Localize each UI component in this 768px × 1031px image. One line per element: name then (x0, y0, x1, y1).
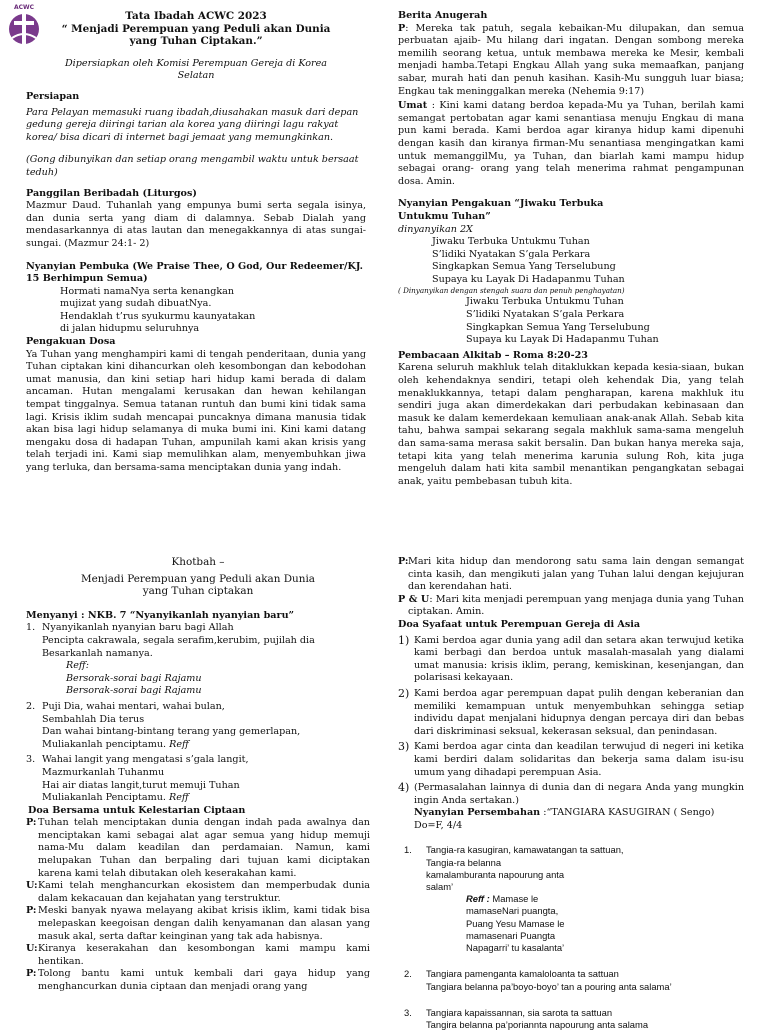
prepared-by-1: Dipersiapkan oleh Komisi Perempuan Gereja di Korea (64, 57, 328, 69)
verse-line: Tangira belanna pa’poriannta napourung anta salama (426, 1018, 649, 1030)
song-verse (26, 622, 370, 660)
verse-line: Pencipta cakrawala, segala serafim,kerubim, pujilah dia (42, 634, 315, 646)
persiapan-note: (Gong dibunyikan dan setiap orang mengambil waktu untuk bersaat teduh) (26, 154, 359, 178)
persiapan-heading: Persiapan (26, 90, 80, 102)
verse-line: Tangiara pamenganta kamaloloanta ta sattuan (426, 968, 619, 980)
doa-bersama-item (26, 943, 370, 968)
verse-line: Tangia-ra kasugiran, kamawatangan ta sattuan, (426, 844, 624, 856)
column-top-left (26, 10, 366, 475)
column-bottom-right (398, 556, 744, 1031)
reff-line: mamaseNari puangta, (466, 905, 559, 917)
verse-number: 1. (26, 622, 36, 634)
offering-verse (398, 968, 744, 992)
speaker-text: Tuhan telah menciptakan dunia dengan indah pada awalnya dan menciptakan kami sebagai alat agar semua yang hidup memuji nama-Mu dalam keadilan dan perdamaian. Namun, kami melupakan Tuhan dan berpaling dari tujuan kami diciptakan karena kami telah dibutakan oleh keserakahan kami. (38, 817, 370, 879)
speaker-label: U: (26, 943, 38, 955)
reff-line: mamasenari Puangta (466, 929, 556, 941)
verse-number: 2. (26, 700, 36, 712)
verse-line: kamalamburanta napourung anta (426, 868, 565, 880)
speaker-text: Kami telah menghancurkan ekosistem dan memperbudak dunia dalam kekacauan dan kejahatan yang terstruktur. (38, 880, 370, 904)
nyanyian-pembuka-line: Hormati namaNya serta kenangkan (60, 285, 235, 297)
nyanyian-pembuka-line: mujizat yang sudah dibuatNya. (60, 298, 212, 310)
offering-reff (398, 893, 744, 954)
nyanyian-pembuka-line: Hendaklah t’rus syukurmu kaunyatakan (60, 310, 256, 322)
intercession-item (398, 741, 744, 779)
berita-anugerah-heading: Berita Anugerah (398, 10, 488, 21)
verse-line: Hai air diatas langit,turut memuji Tuhan (42, 779, 240, 791)
persiapan-text: Para Pelayan memasuki ruang ibadah,diusahakan masuk dari depan gedung gereja diiringi tarian ala korea yang diiringi lagu rakyat korea/ bisa dicari di internet bagi jemaat yang memungkinkan. (26, 106, 359, 143)
theme-line-1: “ Menjadi Perempuan yang Peduli akan Dunia (61, 22, 331, 35)
speaker-label: P: (26, 905, 37, 917)
speaker-label: P (398, 22, 406, 34)
reff-line: Bersorak-sorai bagi Rajamu (66, 672, 202, 684)
speaker-label: U: (26, 880, 38, 892)
reff-line: Mamase le (489, 893, 539, 905)
nyanyian-pengakuan-line: Jiwaku Terbuka Untukmu Tuhan (466, 296, 624, 308)
persembahan-title: Nyanyian Persembahan (414, 807, 541, 819)
verse-line: salam’ (426, 881, 454, 893)
speaker-text: : Mari kita menjadi perempuan yang menjaga dunia yang Tuhan ciptakan. Amin. (408, 593, 744, 618)
verse-line: Besarkanlah namanya. (42, 647, 153, 659)
persembahan-subtitle: :“TANGIARA KASUGIRAN ( Sengo) Do=F, 4/4 (414, 807, 715, 831)
menyanyi-heading: Menyanyi : NKB. 7 “Nyanyikanlah nyanyian baru” (26, 609, 295, 621)
item-text: Kami berdoa agar dunia yang adil dan setara akan terwujud ketika kami berbagi dan berdoa untuk masalah-masalah yang dialami umat manusia: krisis iklim, perang, kemiskinan, kesenjangan, dan polarisasi kekayaan. (414, 634, 744, 684)
offering-verse (398, 1007, 744, 1031)
reff-marker: Reff (169, 792, 189, 804)
khotbah-title: Khotbah – (171, 556, 225, 568)
persembahan-heading (398, 807, 744, 832)
nyanyian-pengakuan-note-2: ( Dinyanyikan dengan stengah suara dan penuh penghayatan) (398, 286, 625, 296)
verse-line: Mazmurkanlah Tuhanmu (42, 766, 165, 778)
item-number: 2) (398, 686, 410, 700)
verse-number: 3. (26, 754, 36, 766)
theme-line-2: yang Tuhan Ciptakan.” (129, 35, 263, 48)
verse-number: 2. (404, 968, 412, 980)
item-text: Kami berdoa agar cinta dan keadilan terwujud di negeri ini ketika kami berdiri dalam solidaritas dan bekerja sama dalam isu-isu umum yang dihadapi perempuan Asia. (414, 741, 744, 778)
reff-line: Bersorak-sorai bagi Rajamu (66, 685, 202, 697)
speaker-text: Meski banyak nyawa melayang akibat krisis iklim, kami tidak bisa melepaskan keegoisan dengan dalih kenyamanan dan alasan yang masuk akal, serta daftar keinginan yang tak ada habisnya. (38, 905, 370, 942)
item-text: (Permasalahan lainnya di dunia dan di negara Anda yang mungkin ingin Anda sertakan.) (414, 782, 744, 806)
khotbah-theme-1: Menjadi Perempuan yang Peduli akan Dunia (81, 572, 315, 585)
khotbah-theme-2: yang Tuhan ciptakan (142, 585, 254, 598)
intercession-item (398, 635, 744, 685)
panggilan-heading: Panggilan Beribadah (Liturgos) (26, 187, 197, 199)
nyanyian-pengakuan-line: Supaya ku Layak Di Hadapanmu Tuhan (432, 273, 625, 285)
speaker-label: P: (26, 817, 37, 829)
speaker-text: Tolong bantu kami untuk kembali dari gaya hidup yang menghancurkan dunia ciptaan dan menjadi orang yang (38, 968, 370, 992)
intercession-item (398, 688, 744, 738)
nyanyian-pengakuan-line: S’lidiki Nyatakan S’gala Perkara (466, 309, 625, 321)
item-text: Kami berdoa agar perempuan dapat pulih dengan keberanian dan memiliki kemampuan untuk menyembuhkan sehingga setiap individu dapat menjalani hidupnya dengan percaya diri dan bebas dari diskriminasi seksual, kekerasan seksual, dan penindasan. (414, 687, 744, 737)
verse-line: Tangiara kapaissannan, sia sarota ta sattuan (426, 1006, 613, 1018)
item-number: 4) (398, 781, 410, 795)
verse-line: Muliakanlah Penciptamu. (42, 792, 166, 804)
nyanyian-pengakuan-line: Jiwaku Terbuka Untukmu Tuhan (432, 236, 590, 248)
speaker-text: : Mereka tak patuh, segala kebaikan-Mu dilupakan, dan semua perbuatan ajaib- Mu hilang dari ingatan. Dengan sombong mereka memilih seorang ketua, untuk membawa mereka ke Mesir, kembali menjadi hamba.Tetapi Engkau Allah yang suka memaafkan, panjang sabar, murah hati dan penuh kasihan. Kasih-Mu sungguh luar biasa; Engkau tak meninggalkan mereka (Nehemia 9:17) (398, 22, 744, 97)
verse-line: Dan wahai bintang-bintang terang yang gemerlapan, (42, 726, 301, 738)
doa-bersama-heading: Doa Bersama untuk Kelestarian Ciptaan (28, 804, 246, 816)
nyanyian-pengakuan-line: Singkapkan Semua Yang Terselubung (432, 261, 616, 273)
item-number: 1) (398, 633, 410, 647)
nyanyian-pengakuan-heading-2: Untukmu Tuhan” (398, 210, 491, 222)
order-title: Tata Ibadah ACWC 2023 (125, 10, 267, 22)
nyanyian-pengakuan-note: dinyanyikan 2X (398, 223, 473, 235)
speaker-label: Umat (398, 100, 428, 112)
berita-anugerah-pemimpin (398, 23, 744, 99)
prepared-by-2: Selatan (177, 70, 215, 82)
pembacaan-text: Karena seluruh makhluk telah ditaklukkan kepada kesia-siaan, bukan oleh kehendaknya sendiri, tetapi oleh kehendak Dia, yang telah menaklukkannya, tetapi dalam pengharapan, karena makhluk itu sendiri juga akan dimerdekakan dari perbudakan kebinasaan dan masuk ke dalam kemerdekaan kemuliaan anak-anak Allah. Sebab kita tahu, bahwa sampai sekarang segala makhluk sama-sama mengeluh dan sama-sama merasa sakit bersalin. Dan bukan hanya mereka saja, tetapi kita yang telah menerima karunia sulung Roh, kita juga mengeluh dalam hati kita sambil menantikan pengangkatan sebagai anak, yaitu pembebasan tubuh kita. (398, 362, 744, 487)
column-bottom-left (26, 556, 370, 994)
column-top-right (398, 10, 744, 488)
pengakuan-dosa-text: Ya Tuhan yang menghampiri kami di tengah penderitaan, dunia yang Tuhan ciptakan kini dihancurkan oleh kesombongan dan kebodohan umat manusia, dan kini setiap hari hidup kami berada di dalam ancaman. Hutan mengalami kerusakan dan hewan kehilangan tempat tinggalnya. Semua tatanan runtuh dan bumi kini tidak sama lagi. Krisis iklim sudah mencapai puncaknya dimana manusia tidak akan bisa lagi hidup selamanya di muka bumi ini. Kini kami datang mengaku dosa di hadapan Tuhan, ampunilah kami akan krisis yang telah terjadi ini. Kami siap memulihkan alam, menyembuhkan jiwa yang terluka, dan bersama-sama menciptakan dunia yang indah. (26, 348, 366, 473)
nyanyian-pembuka-line: di jalan hidupmu seluruhnya (60, 323, 200, 335)
reff-line: Puang Yesu Mamase le (466, 917, 565, 929)
speaker-label: P & U (398, 593, 430, 605)
doa-bersama-item (26, 817, 370, 880)
doa-bersama-item (26, 905, 370, 943)
logo-text: ACWC (13, 4, 35, 11)
reff-label: Reff : (466, 893, 490, 905)
verse-number: 3. (404, 1006, 412, 1018)
doa-syafaat-heading: Doa Syafaat untuk Perempuan Gereja di Asia (398, 618, 641, 630)
reff-label: Reff: (66, 660, 89, 672)
reff-marker: Reff (169, 738, 189, 750)
nyanyian-pembuka-heading: Nyanyian Pembuka (We Praise Thee, O God, Our Redeemer/KJ. 15 Berhimpun Semua) (26, 260, 364, 285)
speaker-label: P: (398, 556, 409, 567)
responsive-line (398, 594, 744, 619)
responsive-line (398, 556, 744, 594)
speaker-text: Mari kita hidup dan mendorong satu sama lain dengan semangat cinta kasih, dan mengikuti jalan yang Tuhan lalui dengan kejujuran dan kerendahan hati. (408, 556, 744, 593)
nyanyian-pengakuan-heading-1: Nyanyian Pengakuan “Jiwaku Terbuka (398, 198, 604, 210)
verse-line: Muliakanlah penciptamu. (42, 738, 167, 750)
berita-anugerah-umat (398, 100, 744, 188)
verse-line: Wahai langit yang mengatasi s’gala langit, (42, 754, 249, 766)
reff-line: Napagarri’ tu kasalanta’ (466, 942, 565, 954)
intercession-item (398, 782, 744, 807)
nyanyian-pengakuan-line: Supaya ku Layak Di Hadapanmu Tuhan (466, 334, 659, 346)
speaker-text: : Kini kami datang berdoa kepada-Mu ya Tuhan, berilah kami semangat pertobatan agar kami senantiasa menuju Engkau di mana pun kami berada. Kami berdoa agar kiranya hidup kami dipenuhi dengan kasih dan kiranya firman-Mu senantiasa mengingatkan kami untuk memanggilMu, ya Tuhan, dan biarlah kami mampu hidup sebagai orang- orang yang telah menerima rahmat pengampunan dosa. Amin. (398, 100, 744, 187)
nyanyian-pengakuan-line: S’lidiki Nyatakan S’gala Perkara (432, 248, 591, 260)
verse-line: Puji Dia, wahai mentari, wahai bulan, (42, 700, 225, 712)
pengakuan-dosa-heading: Pengakuan Dosa (26, 336, 116, 348)
doa-bersama-item (26, 880, 370, 905)
verse-line: Sembahlah Dia terus (42, 713, 145, 725)
panggilan-text: Mazmur Daud. Tuhanlah yang empunya bumi serta segala isinya, dan dunia serta yang diam di dalamnya. Sebab Dialah yang mendasarkannya di atas lautan dan menegakkannya di atas sungai-sungai. (Mazmur 24:1- 2) (26, 200, 366, 249)
verse-line: Tangia-ra belanna (426, 856, 502, 868)
song-verse (26, 754, 370, 804)
item-number: 3) (398, 740, 410, 754)
verse-line: Nyanyikanlah nyanyian baru bagi Allah (42, 622, 234, 634)
verse-line: Tangiara belanna pa’boyo-boyo’ tan a pouring anta salama’ (426, 980, 672, 992)
pembacaan-heading: Pembacaan Alkitab – Roma 8:20-23 (398, 349, 588, 361)
speaker-label: P: (26, 968, 37, 980)
offering-verse (398, 844, 744, 893)
verse-number: 1. (404, 844, 412, 856)
speaker-text: Kiranya keserakahan dan kesombongan kami mampu kami hentikan. (38, 943, 370, 967)
nyanyian-pengakuan-line: Singkapkan Semua Yang Terselubung (466, 321, 650, 333)
song-verse (26, 701, 370, 751)
doa-bersama-item (26, 968, 370, 993)
